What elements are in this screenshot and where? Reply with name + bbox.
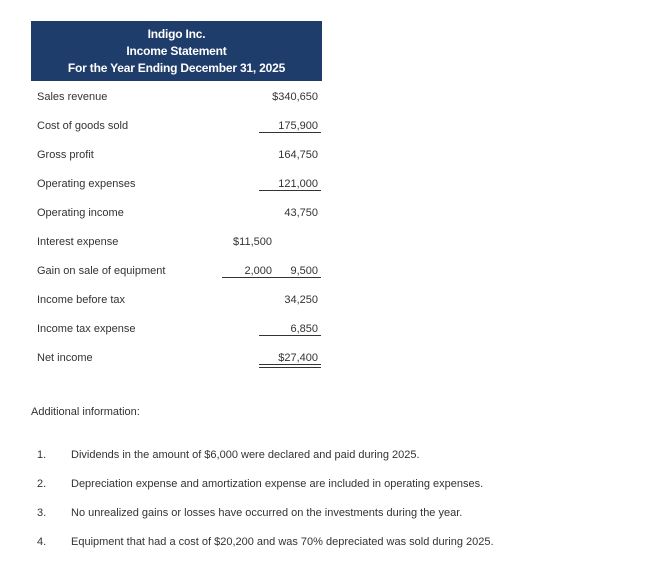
row-label: Income before tax xyxy=(37,294,126,306)
row-amount: 121,000 xyxy=(278,178,318,190)
item-number: 2. xyxy=(37,478,47,490)
underline xyxy=(259,190,321,191)
row-label: Income tax expense xyxy=(37,323,136,335)
row-amount: 6,850 xyxy=(290,323,318,335)
row-label: Net income xyxy=(37,352,93,364)
row-gain-on-sale xyxy=(31,255,322,284)
list-item xyxy=(31,530,651,559)
item-text: Dividends in the amount of $6,000 were declared and paid during 2025. xyxy=(71,449,420,461)
statement-header xyxy=(31,21,322,81)
statement-title: Income Statement xyxy=(126,44,227,58)
row-amount: 34,250 xyxy=(284,294,318,306)
row-income-tax-expense xyxy=(31,313,322,342)
row-label: Cost of goods sold xyxy=(37,120,129,132)
company-name: Indigo Inc. xyxy=(147,27,206,41)
item-number: 3. xyxy=(37,507,47,519)
row-label: Operating expenses xyxy=(37,178,136,190)
item-text: No unrealized gains or losses have occurred on the investments during the year. xyxy=(71,507,463,519)
row-net-income xyxy=(31,342,322,371)
additional-info-title: Additional information: xyxy=(31,406,140,418)
row-label: Interest expense xyxy=(37,236,119,248)
row-cost-of-goods-sold xyxy=(31,110,322,139)
item-number: 1. xyxy=(37,449,47,461)
list-item xyxy=(31,501,651,530)
row-subamount: $11,500 xyxy=(233,236,272,248)
row-label: Gross profit xyxy=(37,149,94,161)
row-amount: $340,650 xyxy=(272,91,318,103)
underline xyxy=(259,132,321,133)
list-item xyxy=(31,472,651,501)
item-number: 4. xyxy=(37,536,47,548)
row-income-before-tax xyxy=(31,284,322,313)
row-label: Sales revenue xyxy=(37,91,108,103)
statement-period: For the Year Ending December 31, 2025 xyxy=(67,61,286,75)
row-label: Gain on sale of equipment xyxy=(37,265,166,277)
income-statement xyxy=(31,21,322,371)
row-gross-profit xyxy=(31,139,322,168)
row-amount: $27,400 xyxy=(278,352,318,364)
row-interest-expense xyxy=(31,226,322,255)
list-item xyxy=(31,443,651,472)
item-text: Depreciation expense and amortization expense are included in operating expenses. xyxy=(71,478,484,490)
row-subamount: 2,000 xyxy=(244,265,272,277)
row-operating-expenses xyxy=(31,168,322,197)
row-amount: 9,500 xyxy=(290,265,318,277)
additional-info-list xyxy=(31,443,651,559)
row-amount: 164,750 xyxy=(278,149,318,161)
underline xyxy=(259,277,321,278)
row-amount: 43,750 xyxy=(284,207,318,219)
row-amount: 175,900 xyxy=(278,120,318,132)
double-underline xyxy=(259,364,321,368)
row-label: Operating income xyxy=(37,207,124,219)
underline xyxy=(259,335,321,336)
row-sales-revenue xyxy=(31,81,322,110)
item-text: Equipment that had a cost of $20,200 and was 70% depreciated was sold during 2025. xyxy=(71,536,494,548)
row-operating-income xyxy=(31,197,322,226)
